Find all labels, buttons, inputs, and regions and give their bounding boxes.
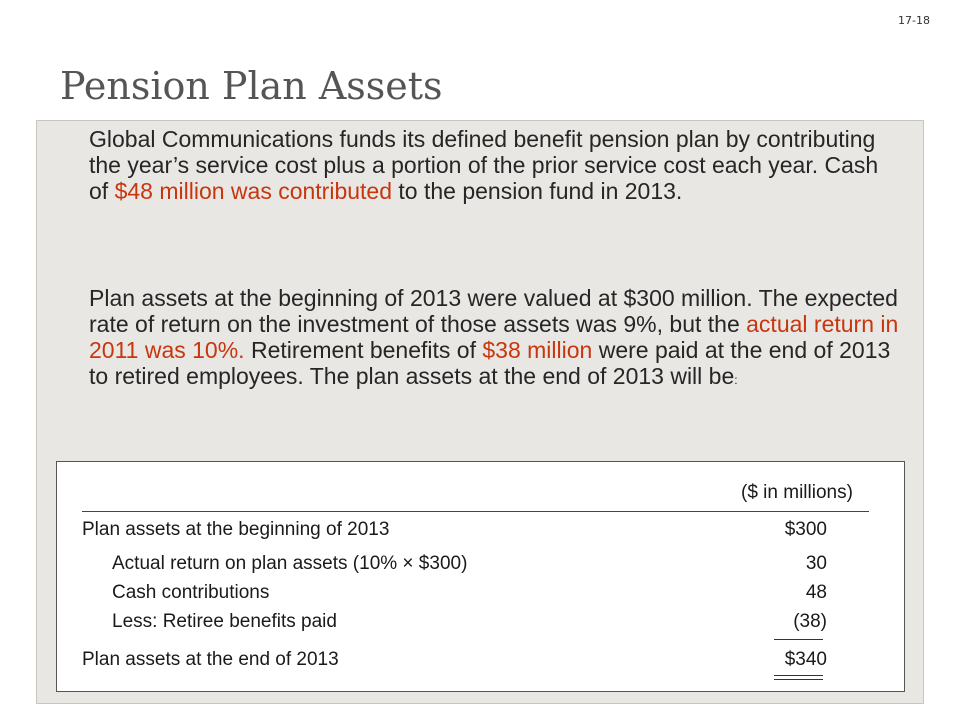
table-row xyxy=(57,611,904,637)
row-label: Plan assets at the beginning of 2013 xyxy=(82,519,390,540)
row-label: Cash contributions xyxy=(112,582,270,603)
highlight-benefits: $38 million xyxy=(482,337,593,363)
highlight-actual-return: actual return in 2011 was 10%. xyxy=(89,311,899,363)
total-double-rule xyxy=(774,675,823,676)
total-double-rule xyxy=(774,679,823,680)
paragraph-plan-assets xyxy=(89,285,899,393)
subtotal-rule xyxy=(774,639,823,640)
header-rule xyxy=(82,511,869,512)
paragraph-text: to the pension fund in 2013. xyxy=(392,178,683,204)
table-row xyxy=(57,519,904,545)
page-title: Pension Plan Assets xyxy=(60,64,443,108)
row-label: Less: Retiree benefits paid xyxy=(112,611,337,632)
row-amount: 30 xyxy=(805,553,827,574)
paragraph-text: Retirement benefits of xyxy=(244,337,483,363)
table-row-total xyxy=(57,649,904,675)
highlight-contribution: $48 million was contributed xyxy=(114,178,393,204)
paragraph-colon: : xyxy=(734,373,738,387)
paragraph-text: Plan assets at the beginning of 2013 were valued at $300 million. The expected rate of return on the investment of those assets was 9%, but the xyxy=(89,285,898,337)
table-row xyxy=(57,582,904,608)
table-row xyxy=(57,553,904,579)
paragraph-text: were paid at the end of 2013 to retired employees. The plan assets at the end of 2013 will be xyxy=(89,337,891,389)
plan-assets-table xyxy=(56,461,905,692)
row-amount: (38) xyxy=(793,611,827,632)
row-amount: 48 xyxy=(805,582,827,603)
paragraph-funding xyxy=(89,126,899,204)
row-label: Plan assets at the end of 2013 xyxy=(82,649,339,670)
row-amount: $300 xyxy=(784,519,827,540)
paragraph-text: Global Communications funds its defined benefit pension plan by contributing the year’s service cost plus a portion of the prior service cost each year. Cash of xyxy=(89,126,879,204)
row-label: Actual return on plan assets (10% × $300) xyxy=(112,553,468,574)
row-amount: $340 xyxy=(784,649,827,670)
units-header: ($ in millions) xyxy=(741,482,853,503)
slide-number: 17-18 xyxy=(898,14,930,27)
